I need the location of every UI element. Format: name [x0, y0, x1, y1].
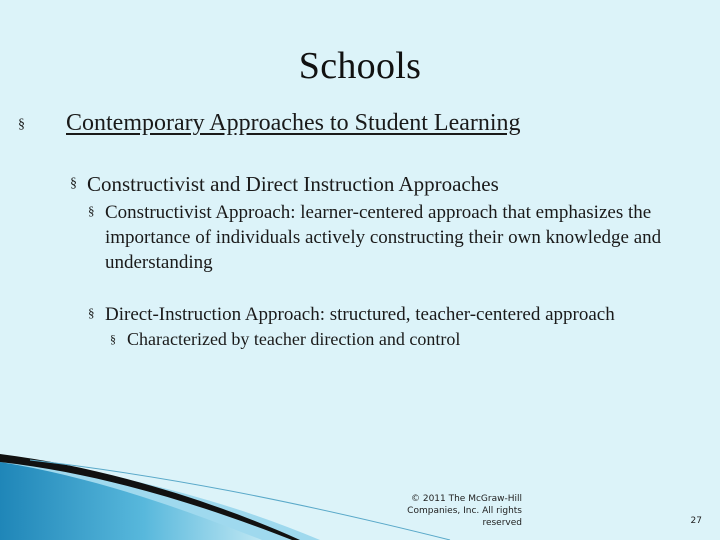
copyright-line: reserved	[482, 518, 522, 528]
bullet-direct-instruction-text: Direct-Instruction Approach: structured, teacher-centered approach	[105, 304, 615, 325]
bullet-level2-text: Constructivist and Direct Instruction Approaches	[87, 172, 499, 196]
bullet-icon: §	[88, 305, 95, 320]
bullet-level4-text: Characterized by teacher direction and control	[127, 329, 461, 349]
page-number: 27	[690, 516, 702, 526]
bullet-level1-text: Contemporary Approaches to Student Learning	[66, 110, 521, 136]
wave-decoration	[0, 420, 720, 540]
copyright-line: © 2011 The McGraw-Hill	[410, 494, 522, 504]
bullet-icon: §	[88, 203, 95, 218]
copyright-line: Companies, Inc. All rights	[407, 506, 522, 516]
bullet-constructivist-text: Constructivist Approach: learner-centered approach that emphasizes the importance of individuals actively constructing their own knowledge and understanding	[105, 202, 662, 273]
bullet-icon: §	[18, 117, 25, 132]
slide-title: Schools	[298, 45, 422, 87]
bullet-icon: §	[70, 176, 77, 191]
copyright-notice	[380, 493, 522, 529]
bullet-icon: §	[110, 332, 116, 346]
